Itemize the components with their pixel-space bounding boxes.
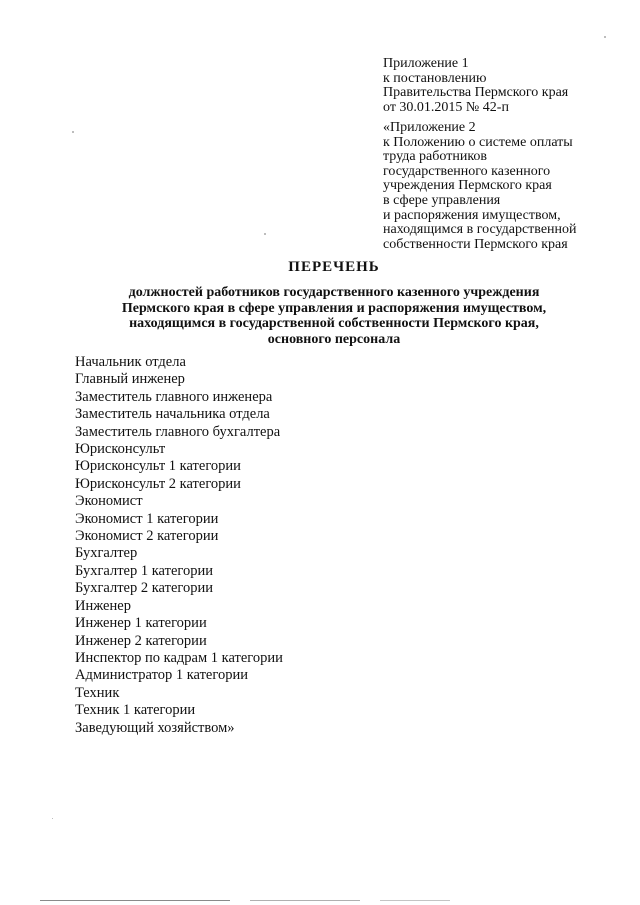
position-item: Бухгалтер 2 категории: [75, 580, 213, 597]
position-item: Экономист 1 категории: [75, 510, 219, 527]
position-item: Главный инженер: [75, 371, 185, 388]
position-item: Инженер 2 категории: [75, 632, 207, 649]
subtitle-line: находящимся в государственной собственности Пермского края,: [129, 316, 539, 331]
position-item: Юрисконсульт 1 категории: [75, 458, 241, 475]
appendix-2-line: находящимся в государственной: [383, 222, 577, 238]
position-item: Заведующий хозяйством»: [75, 719, 235, 736]
position-item: Бухгалтер: [75, 545, 138, 562]
scan-speck: [604, 36, 606, 38]
position-item: Заместитель главного инженера: [75, 388, 273, 405]
scan-edge-line: [380, 900, 450, 901]
appendix-2-line: к Положению о системе оплаты: [383, 134, 573, 150]
appendix-1-header: [383, 57, 623, 115]
appendix-2-line: труда работников: [383, 149, 488, 165]
position-item: Техник 1 категории: [75, 702, 196, 719]
position-item: Инженер 1 категории: [75, 615, 207, 632]
appendix-2-line: собственности Пермского края: [383, 236, 568, 252]
subtitle-line: должностей работников государственного казенного учреждения: [128, 285, 540, 300]
appendix-2-line: в сфере управления: [383, 192, 501, 208]
position-item: Бухгалтер 1 категории: [75, 562, 213, 579]
scan-speck: [72, 131, 74, 133]
position-item: Заместитель главного бухгалтера: [75, 423, 281, 440]
document-title: ПЕРЕЧЕНЬ: [288, 259, 380, 275]
appendix-2-line: учреждения Пермского края: [383, 178, 552, 194]
appendix-1-line: Приложение 1: [383, 56, 469, 71]
appendix-1-line: к постановлению: [383, 70, 487, 86]
positions-list: [75, 354, 283, 737]
position-item: Экономист: [75, 493, 143, 510]
position-item: Администратор 1 категории: [75, 667, 248, 684]
position-item: Юрисконсульт 2 категории: [75, 475, 241, 492]
appendix-2-line: и распоряжения имуществом,: [383, 207, 561, 223]
appendix-2-header: [383, 121, 623, 252]
appendix-1-line: Правительства Пермского края: [383, 85, 569, 100]
position-item: Начальник отдела: [75, 354, 186, 370]
scan-speck: [264, 233, 266, 235]
scan-speck: [52, 818, 53, 819]
position-item: Инженер: [75, 597, 131, 614]
position-item: Юрисконсульт: [75, 441, 166, 458]
document-heading: [60, 258, 608, 347]
appendix-1-line: от 30.01.2015 № 42-п: [383, 99, 509, 115]
subtitle-line: основного персонала: [267, 331, 401, 347]
position-item: Заместитель начальника отдела: [75, 406, 270, 423]
appendix-2-line: государственного казенного: [383, 163, 551, 179]
document-subtitle: [60, 285, 608, 347]
scan-edge-line: [40, 900, 230, 901]
position-item: Инспектор по кадрам 1 категории: [75, 649, 283, 666]
subtitle-line: Пермского края в сфере управления и распоряжения имуществом,: [121, 300, 547, 316]
position-item: Техник: [75, 684, 120, 701]
position-item: Экономист 2 категории: [75, 528, 219, 545]
scan-edge-line: [250, 900, 360, 901]
appendix-2-line: «Приложение 2: [383, 120, 476, 135]
